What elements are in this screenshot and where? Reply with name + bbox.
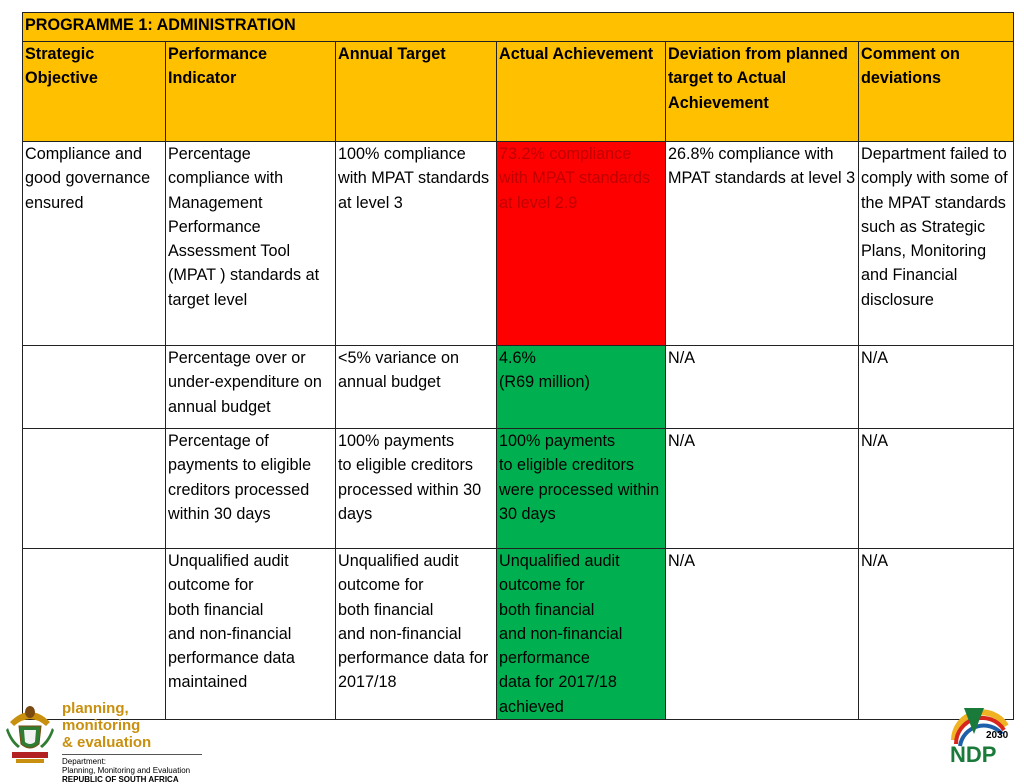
cell-achievement-achieved: 100% payments to eligible creditors were processed within 30 days [497,429,666,549]
title-row [23,13,1014,42]
table-row [23,142,1014,346]
ndp-text: NDP [950,742,997,764]
logo-line-5: REPUBLIC OF SOUTH AFRICA [62,775,179,784]
cell-indicator: Percentage of payments to eligible creditors processed within 30 days [166,429,336,549]
logo-line-1: planning, monitoring [62,700,141,734]
logo-line-4: Planning, Monitoring and Evaluation [62,766,191,775]
cell-target: 100% compliance with MPAT standards at level 3 [336,142,497,346]
dpme-logo [4,700,204,784]
cell-target: 100% payments to eligible creditors processed within 30 days [336,429,497,549]
logo-line-2: & evaluation [62,734,152,751]
cell-deviation: 26.8% compliance with MPAT standards at level 3 [666,142,859,346]
cell-achievement-achieved: 4.6% (R69 million) [497,346,666,429]
header-row [23,42,1014,142]
cell-deviation: N/A [666,549,859,720]
header-actual-achievement: Actual Achievement [497,42,666,142]
table-row [23,429,1014,549]
cell-achievement-not-achieved: 73.2% compliance with MPAT standards at level 2.9 [497,142,666,346]
header-comment: Comment on deviations [859,42,1014,142]
cell-deviation: N/A [666,429,859,549]
table-row [23,346,1014,429]
ndp-year: 2030 [986,730,1009,741]
logo-line-3: Department: [62,754,202,766]
header-strategic-objective: Strategic Objective [23,42,166,142]
cell-comment: N/A [859,429,1014,549]
coat-of-arms-icon [4,700,56,766]
cell-indicator: Unqualified audit outcome for both financial and non-financial performance data maintained [166,549,336,720]
header-performance-indicator: Performance Indicator [166,42,336,142]
cell-indicator: Percentage over or under-expenditure on annual budget [166,346,336,429]
cell-deviation: N/A [666,346,859,429]
performance-table [22,12,1014,720]
header-deviation: Deviation from planned target to Actual Achievement [666,42,859,142]
table-row [23,549,1014,720]
cell-comment: N/A [859,549,1014,720]
cell-comment: N/A [859,346,1014,429]
cell-target: <5% variance on annual budget [336,346,497,429]
cell-objective: Compliance and good governance ensured [23,142,166,346]
header-annual-target: Annual Target [336,42,497,142]
cell-achievement-achieved: Unqualified audit outcome for both financial and non-financial performance data for 2017/18 achieved [497,549,666,720]
cell-comment: Department failed to comply with some of the MPAT standards such as Strategic Plans, Monitoring and Financial disclosure [859,142,1014,346]
cell-objective [23,429,166,549]
cell-indicator: Percentage compliance with Management Performance Assessment Tool (MPAT ) standards at target level [166,142,336,346]
cell-target: Unqualified audit outcome for both financial and non-financial performance data for 2017/18 [336,549,497,720]
cell-objective [23,549,166,720]
cell-objective [23,346,166,429]
ndp-logo-icon [944,700,1016,764]
programme-title: PROGRAMME 1: ADMINISTRATION [23,13,1014,42]
